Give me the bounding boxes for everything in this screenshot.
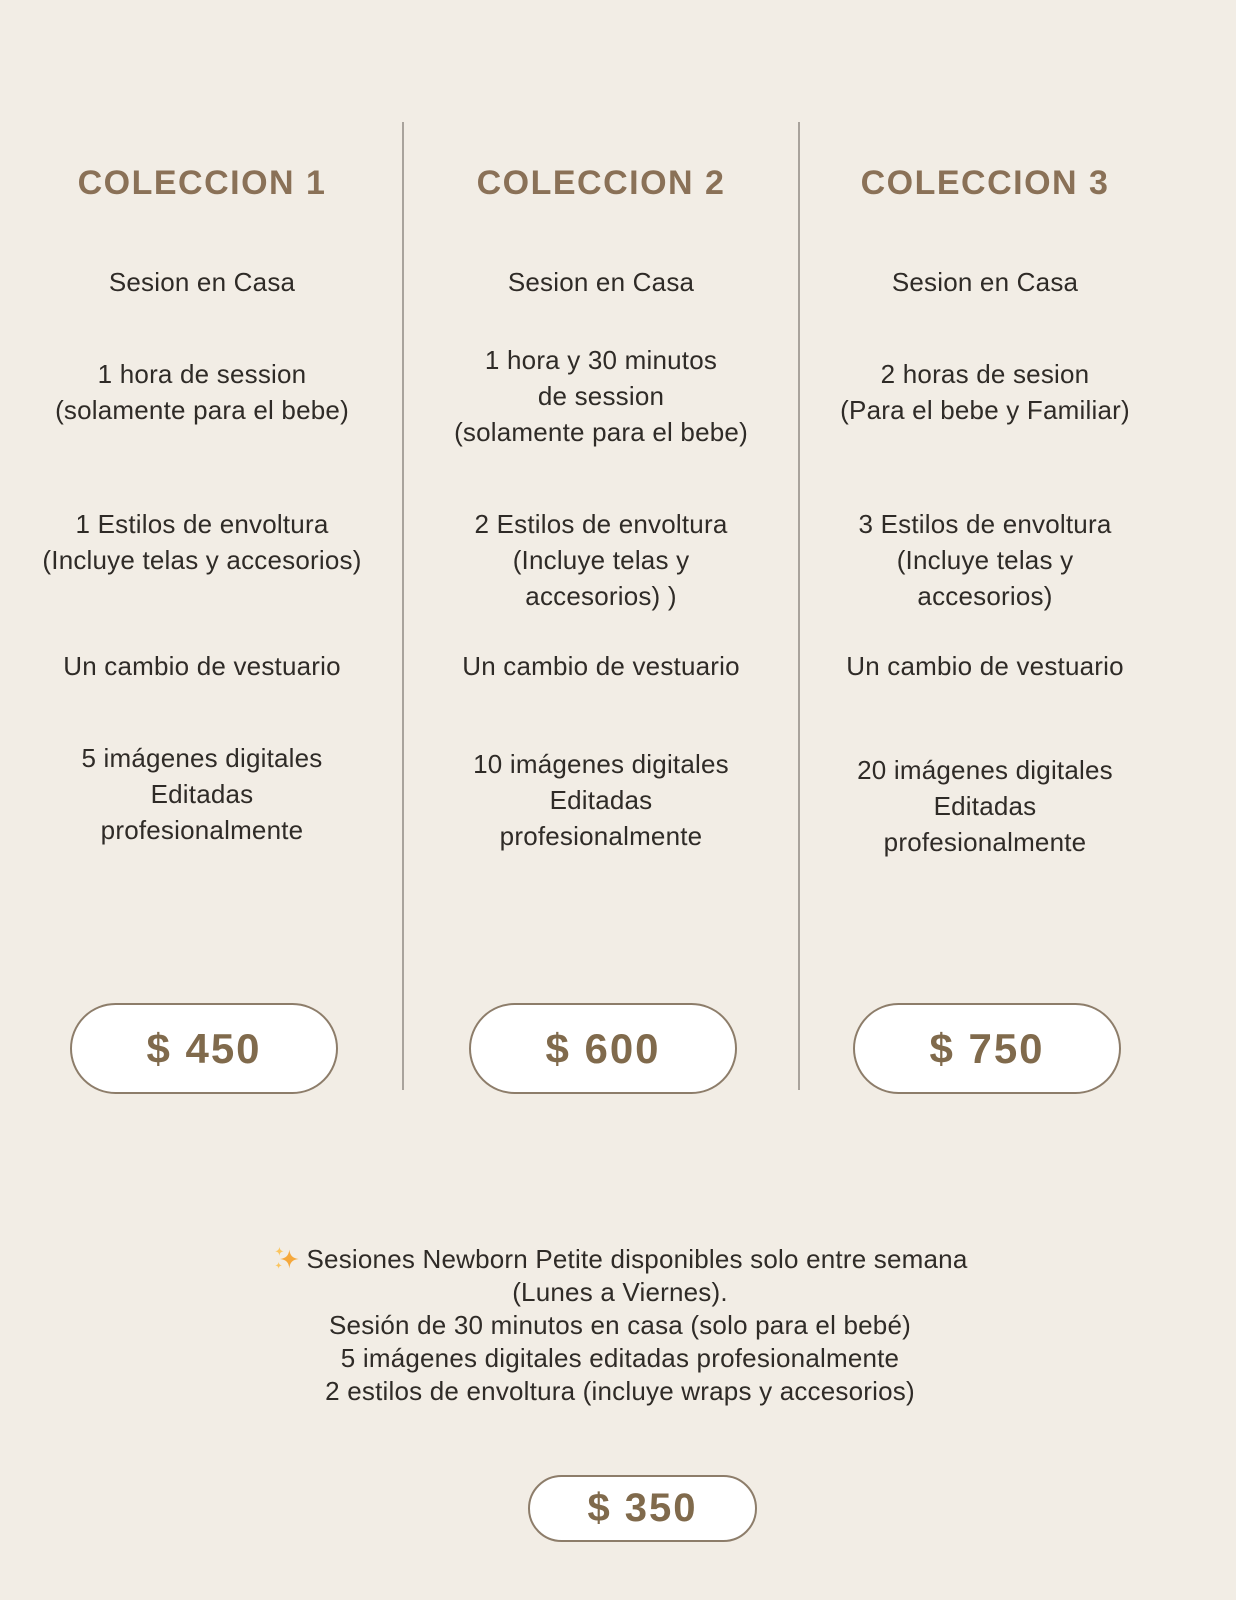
pricing-column-coleccion-2 [419,0,783,1100]
wrap-styles-line: accesorios) ) [525,581,677,611]
column-title: COLECCION 3 [860,164,1110,202]
price-label: $ 450 [146,1024,262,1072]
session-duration [405,342,797,450]
session-duration-line: 1 hora y 30 minutos [484,345,718,375]
wrap-styles-line: (Incluye telas y accesorios) [42,545,362,575]
column-divider [402,122,404,1090]
wrap-styles-line: 1 Estilos de envoltura [75,509,329,539]
wrap-styles [6,506,398,578]
session-duration-line: (solamente para el bebe) [55,395,349,425]
session-duration-line: 1 hora de session [97,359,307,389]
outfit-change: Un cambio de vestuario [462,651,740,681]
digital-images-line: Editadas [150,779,254,809]
wrap-styles-line: (Incluye telas y [512,545,690,575]
petite-price-button[interactable] [528,1475,757,1542]
digital-images [405,746,797,854]
session-location: Sesion en Casa [507,267,695,297]
pricing-column-coleccion-1 [20,0,384,1100]
wrap-styles-line: (Incluye telas y [896,545,1074,575]
column-title: COLECCION 1 [77,164,327,202]
wrap-styles-line: accesorios) [917,581,1053,611]
petite-session-note [0,1243,1236,1408]
price-button-coleccion-1[interactable] [70,1003,338,1094]
session-location: Sesion en Casa [108,267,296,297]
note-line [0,1243,1236,1276]
price-label: $ 600 [545,1024,661,1072]
digital-images-line: 10 imágenes digitales [473,749,729,779]
digital-images-line: 5 imágenes digitales [81,743,323,773]
outfit-change: Un cambio de vestuario [846,651,1124,681]
session-duration [789,356,1181,428]
wrap-styles-line: 3 Estilos de envoltura [858,509,1112,539]
session-duration-line: 2 horas de sesion [880,359,1090,389]
note-line-text: Sesiones Newborn Petite disponibles solo entre semana [306,1244,968,1274]
note-line: 2 estilos de envoltura (incluye wraps y accesorios) [325,1376,915,1406]
outfit-change: Un cambio de vestuario [63,651,341,681]
price-label: $ 350 [587,1486,698,1530]
digital-images-line: Editadas [549,785,653,815]
note-line: (Lunes a Viernes). [512,1277,728,1307]
price-button-coleccion-2[interactable] [469,1003,737,1094]
digital-images [789,752,1181,860]
wrap-styles [405,506,797,614]
note-line: 5 imágenes digitales editadas profesionalmente [340,1343,900,1373]
session-duration-line: (Para el bebe y Familiar) [840,395,1130,425]
price-label: $ 750 [929,1024,1045,1072]
session-duration-line: de session [537,381,665,411]
session-duration-line: (solamente para el bebe) [454,417,748,447]
wrap-styles [789,506,1181,614]
session-location: Sesion en Casa [891,267,1079,297]
session-duration [6,356,398,428]
digital-images-line: profesionalmente [499,821,703,851]
digital-images-line: profesionalmente [100,815,304,845]
digital-images-line: 20 imágenes digitales [857,755,1113,785]
pricing-column-coleccion-3 [803,0,1167,1100]
digital-images-line: Editadas [933,791,1037,821]
digital-images [6,740,398,848]
wrap-styles-line: 2 Estilos de envoltura [474,509,728,539]
price-button-coleccion-3[interactable] [853,1003,1121,1094]
sparkles-icon [273,1245,301,1273]
digital-images-line: profesionalmente [883,827,1087,857]
note-line: Sesión de 30 minutos en casa (solo para el bebé) [329,1310,911,1340]
column-title: COLECCION 2 [476,164,726,202]
